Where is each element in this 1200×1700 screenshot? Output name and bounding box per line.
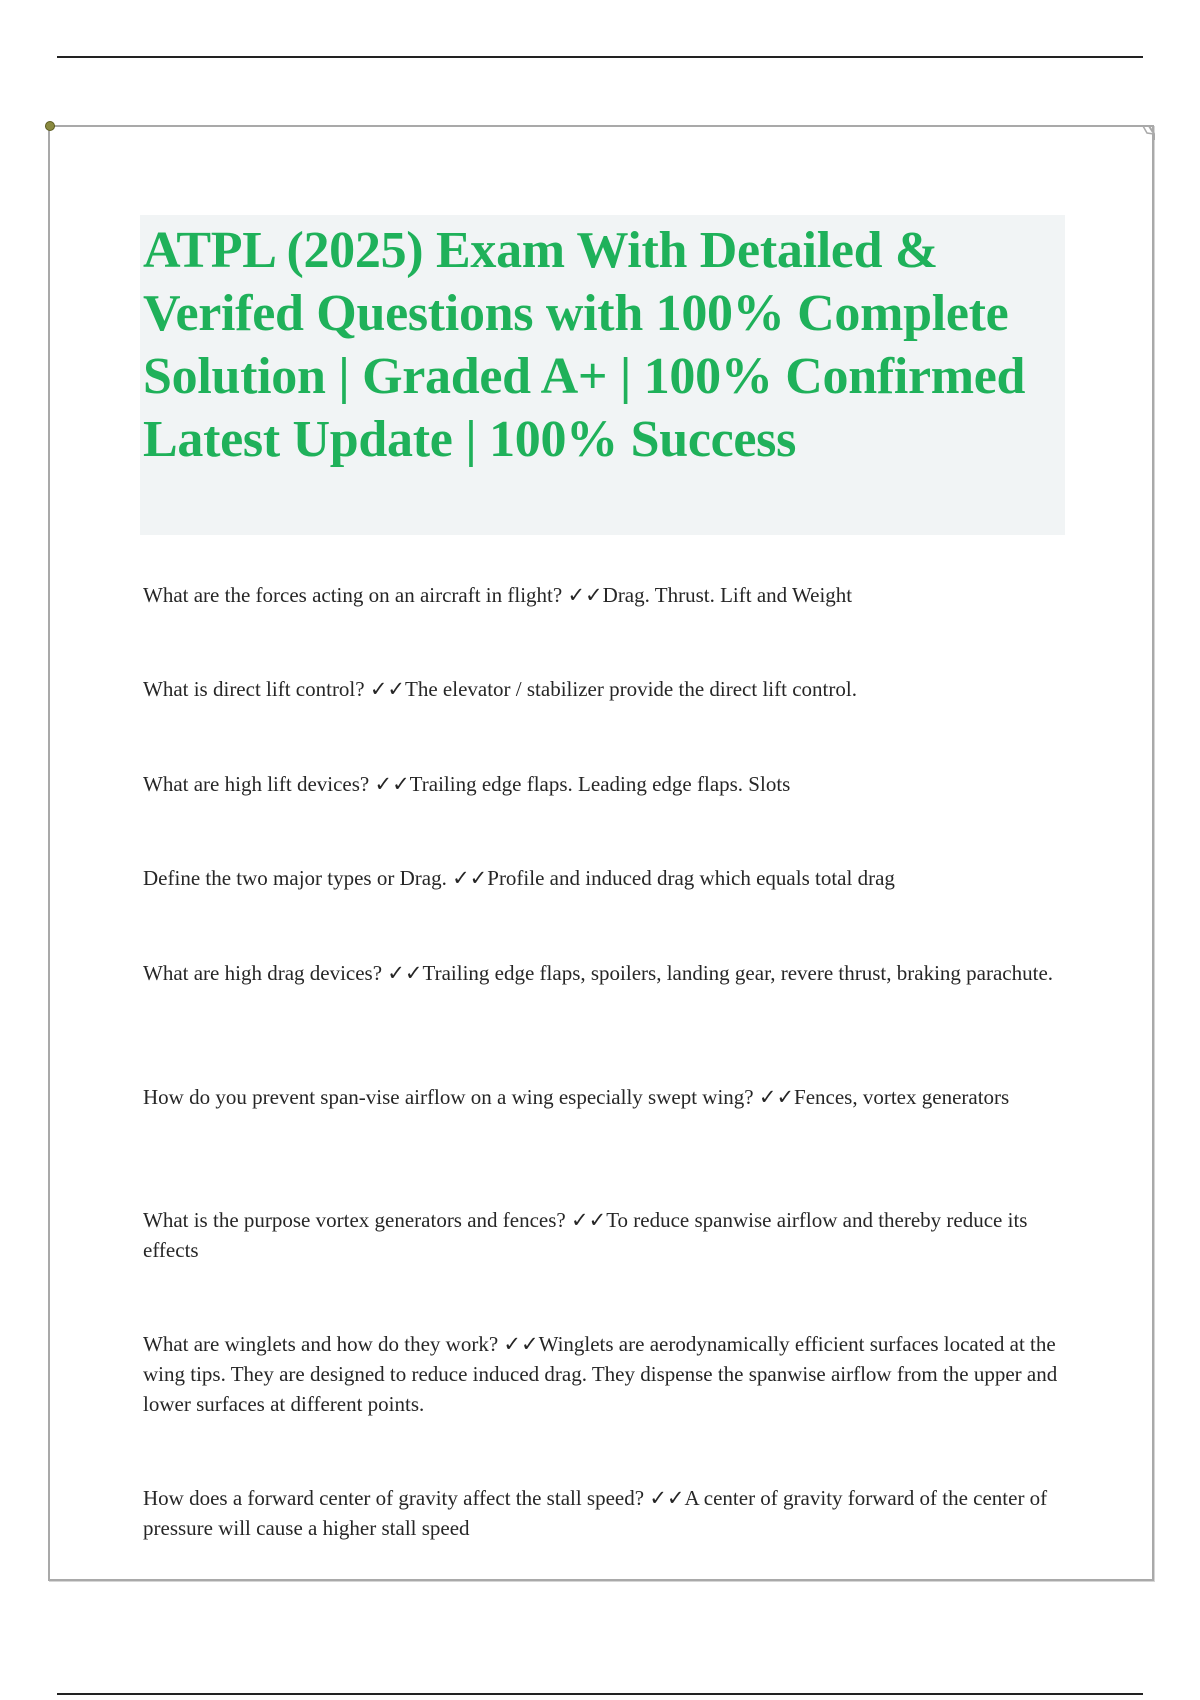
qa-item: What are the forces acting on an aircraft in flight? ✓✓Drag. Thrust. Lift and Weight xyxy=(143,583,853,607)
page-curl-icon xyxy=(1133,124,1155,140)
qa-item: What are high drag devices? ✓✓Trailing edge flaps, spoilers, landing gear, revere thrust, braking parachute. xyxy=(143,961,1054,985)
document-title: ATPL (2025) Exam With Detailed & Verifed Questions with 100% Complete Solution | Graded A+ | 100% Confirmed Latest Update | 100% Success xyxy=(143,222,1026,468)
top-rule xyxy=(57,56,1143,58)
qa-item: What is the purpose vortex generators and fences? ✓✓To reduce spanwise airflow and thereby reduce its effects xyxy=(143,1208,1028,1262)
bottom-rule xyxy=(57,1693,1143,1695)
pin-icon xyxy=(45,121,55,131)
qa-item: What are high lift devices? ✓✓Trailing edge flaps. Leading edge flaps. Slots xyxy=(143,772,791,796)
qa-item: How does a forward center of gravity affect the stall speed? ✓✓A center of gravity forward of the center of pressure will cause a higher stall speed xyxy=(143,1486,1048,1540)
qa-item: How do you prevent span-vise airflow on a wing especially swept wing? ✓✓Fences, vortex generators xyxy=(143,1085,1010,1109)
qa-item: Define the two major types or Drag. ✓✓Profile and induced drag which equals total drag xyxy=(143,866,895,890)
qa-item: What are winglets and how do they work? ✓✓Winglets are aerodynamically efficient surfaces located at the wing tips. They are designed to reduce induced drag. They dispense the spanwise airflow from the upper and lower surfaces at different points. xyxy=(143,1332,1058,1416)
title-block xyxy=(140,215,1065,535)
qa-item: What is direct lift control? ✓✓The elevator / stabilizer provide the direct lift control. xyxy=(143,677,857,701)
